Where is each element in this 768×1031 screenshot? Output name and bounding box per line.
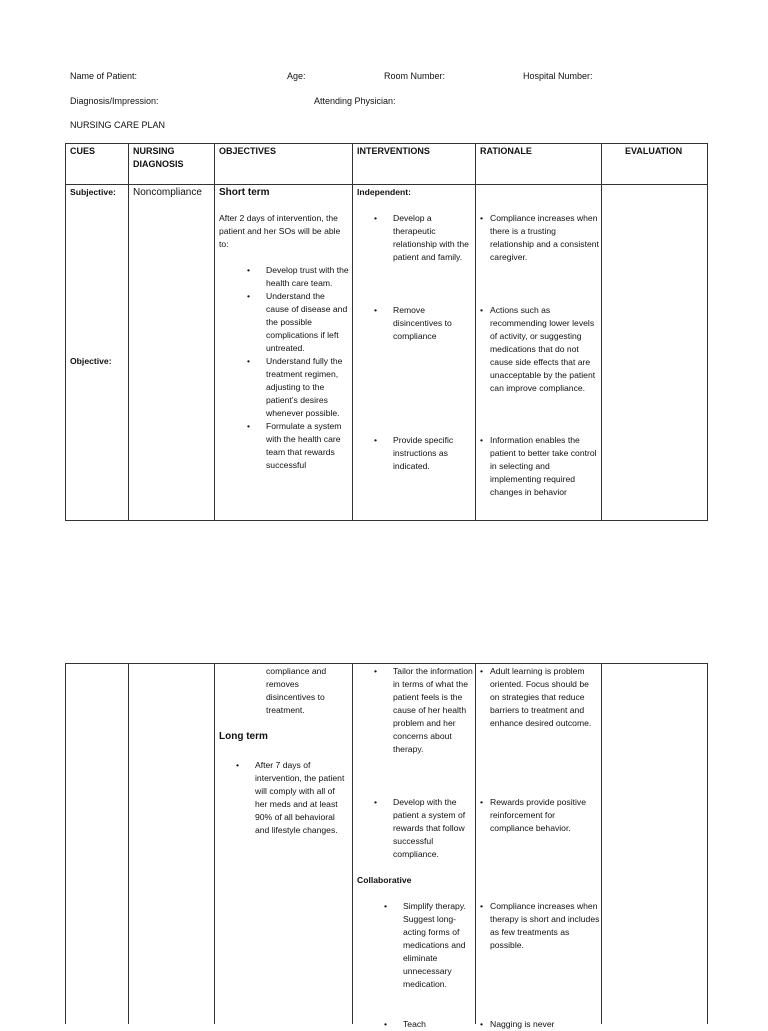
- column-divider: [707, 143, 708, 521]
- objectives-continued-text: compliance and removes disincentives to treatment.: [266, 666, 327, 715]
- objectives-long-term-list: [255, 759, 348, 837]
- list-item: • Information enables the patient to better take control in selecting and implementing required changes in behavior: [480, 434, 600, 499]
- list-item: • Nagging is never: [480, 1018, 600, 1031]
- list-item: • Remove disincentives to compliance: [393, 304, 473, 343]
- objectives-list: [266, 264, 350, 472]
- column-divider: [214, 663, 215, 1024]
- attending-physician-label: Attending Physician:: [314, 96, 396, 106]
- col-header-rationale: RATIONALE: [480, 146, 532, 156]
- column-divider: [475, 143, 476, 521]
- column-divider: [475, 663, 476, 1024]
- column-divider: [601, 143, 602, 521]
- list-item: • Compliance increases when there is a trusting relationship and a consistent caregiver.: [480, 212, 600, 264]
- list-item: • Teach: [403, 1018, 473, 1031]
- list-item: • Rewards provide positive reinforcement for compliance behavior.: [480, 796, 600, 835]
- table-header-divider: [65, 184, 708, 185]
- column-divider: [128, 663, 129, 1024]
- list-item: • Adult learning is problem oriented. Focus should be on strategies that reduce barriers to treatment and enhance desired outcome.: [480, 665, 600, 730]
- column-divider: [214, 143, 215, 521]
- column-divider: [352, 663, 353, 1024]
- objectives-intro: After 2 days of intervention, the patient and her SOs will be able to:: [219, 213, 341, 249]
- table-border-top: [65, 143, 708, 144]
- list-item: • Develop with the patient a system of rewards that follow successful compliance.: [393, 796, 473, 861]
- list-item: • Provide specific instructions as indicated.: [393, 434, 473, 473]
- column-divider: [707, 663, 708, 1024]
- list-item: • Understand fully the treatment regimen, adjusting to the patient’s desires whenever possible.: [266, 355, 350, 420]
- col-header-cues: CUES: [70, 146, 96, 156]
- column-divider: [352, 143, 353, 521]
- cue-subjective: Subjective:: [70, 187, 116, 197]
- list-item: • Develop a therapeutic relationship with the patient and family.: [393, 212, 473, 264]
- room-number-label: Room Number:: [384, 71, 446, 81]
- cue-objective: Objective:: [70, 356, 112, 366]
- col-header-objectives: OBJECTIVES: [219, 146, 277, 156]
- table-border-bottom: [65, 520, 708, 521]
- objectives-short-term-heading: Short term: [219, 187, 270, 198]
- col-header-nursing-diagnosis: NURSING DIAGNOSIS: [133, 146, 184, 169]
- list-item: • Understand the cause of disease and the possible complications if left untreated.: [266, 290, 350, 355]
- column-divider: [65, 663, 66, 1024]
- age-label: Age:: [287, 71, 306, 81]
- column-divider: [601, 663, 602, 1024]
- hospital-number-label: Hospital Number:: [523, 71, 593, 81]
- plan-title: NURSING CARE PLAN: [70, 120, 166, 130]
- list-item: • Develop trust with the health care team.: [266, 264, 350, 290]
- col-header-interventions: INTERVENTIONS: [357, 146, 430, 156]
- list-item: • Simplify therapy. Suggest long-acting forms of medications and eliminate unnecessary medication.: [403, 900, 473, 991]
- list-item: • Actions such as recommending lower levels of activity, or suggesting medications that do not cause side effects that are unacceptable by the patient can improve compliance.: [480, 304, 600, 395]
- column-divider: [128, 143, 129, 521]
- interventions-collaborative-heading: Collaborative: [357, 875, 412, 885]
- interventions-independent-heading: Independent:: [357, 187, 411, 197]
- table-border-top: [65, 663, 708, 664]
- diagnosis-label: Diagnosis/Impression:: [70, 96, 159, 106]
- list-item: • After 7 days of intervention, the patient will comply with all of her meds and at least 90% of all behavioral and lifestyle changes.: [255, 759, 348, 837]
- list-item: • Tailor the information in terms of what the patient feels is the cause of her health problem and her concerns about therapy.: [393, 665, 473, 756]
- objectives-long-term-heading: Long term: [219, 731, 268, 742]
- list-item: • Formulate a system with the health care team that rewards successful: [266, 420, 350, 472]
- name-of-patient-label: Name of Patient:: [70, 71, 138, 81]
- col-header-evaluation: EVALUATION: [625, 146, 683, 156]
- list-item: • Compliance increases when therapy is short and includes as few treatments as possible.: [480, 900, 600, 952]
- column-divider: [65, 143, 66, 521]
- nursing-diagnosis-value: Noncompliance: [133, 187, 202, 198]
